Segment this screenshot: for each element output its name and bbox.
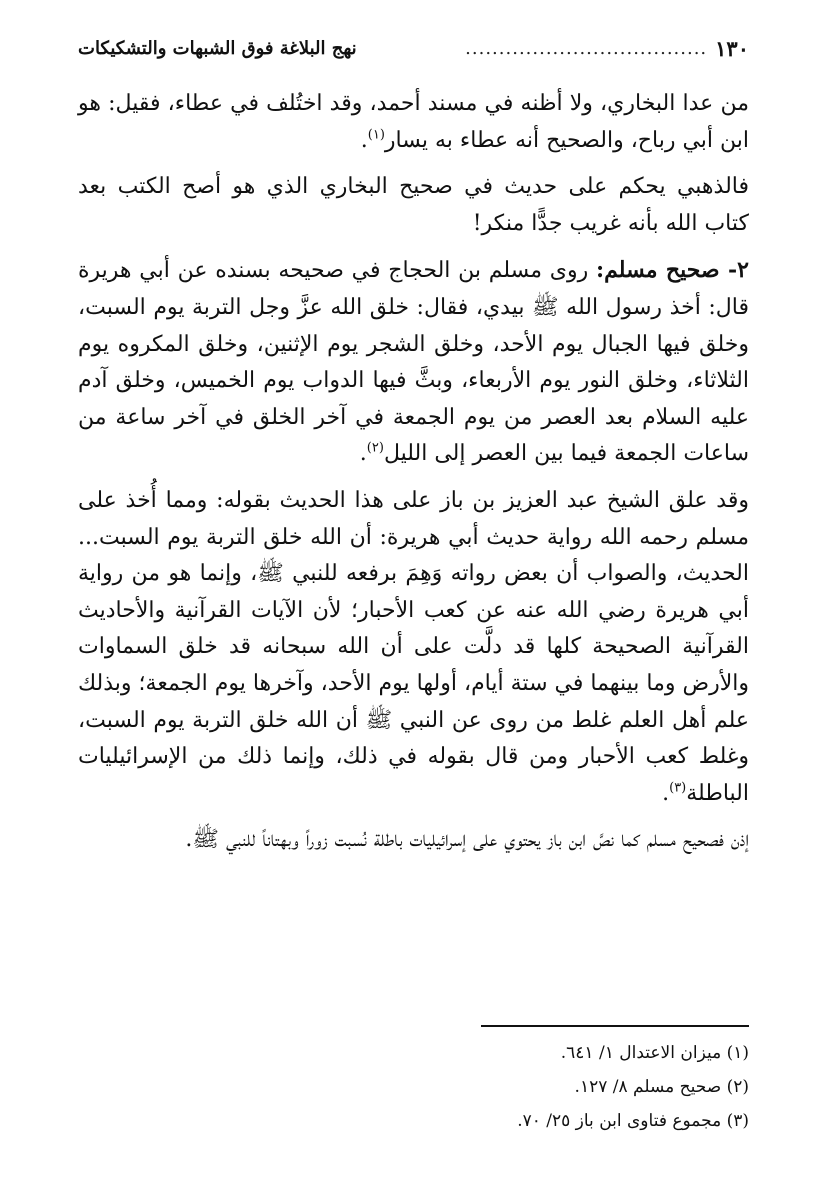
footnote-1: (١) ميزان الاعتدال ١/ ٦٤١. [560, 1043, 749, 1063]
paragraph-tail: . [360, 127, 368, 153]
paragraph-text: فالذهبي يحكم على حديث في صحيح البخاري الذي هو أصح الكتب بعد كتاب الله بأنه غريب جدًّا منكر! [78, 174, 749, 236]
footnote-ref-2[interactable]: (٢) [366, 441, 384, 457]
footnote-ref-1[interactable]: (١) [367, 127, 385, 143]
paragraph-2 [78, 169, 749, 242]
paragraph-tail: . [662, 780, 670, 806]
book-title: نهج البلاغة فوق الشبهات والتشكيكات [78, 37, 357, 59]
paragraph-5 [78, 822, 749, 859]
header-leader-dots: .................................... [465, 37, 708, 59]
paragraph-3 [78, 252, 749, 473]
footnote-3: (٣) مجموع فتاوى ابن باز ٢٥/ ٧٠. [517, 1111, 749, 1131]
footnote-separator [481, 1025, 749, 1027]
footnote-2: (٢) صحيح مسلم ٨/ ١٢٧. [574, 1077, 749, 1097]
paragraph-4 [78, 483, 749, 812]
paragraph-text: وقد علق الشيخ عبد العزيز بن باز على هذا الحديث بقوله: ومما أُخذ على مسلم رحمه الله رواية حديث أبي هريرة: أن الله خلق التربة يوم السبت... الحديث، والصواب أن بعض رواته وَهِمَ برفعه للنبي ﷺ، وإنما هو من رواية أبي هريرة رضي الله عنه عن كعب الأحبار؛ لأن الآيات القرآنية والأحاديث القرآنية الصحيحة كلها قد دلَّت على أن الله سبحانه قد خلق السماوات والأرض وما بينهما في ستة أيام، أولها يوم الأحد، وآخرها يوم الجمعة؛ وبذلك علم أهل العلم غلط من روى عن النبي ﷺ أن الله خلق التربة يوم السبت، وغلط كعب الأحبار ومن قال بقوله في ذلك، وإنما ذلك من الإسرائيليات الباطلة [78, 487, 749, 806]
paragraph-text: إذن فصحيح مسلم كما نصَّ ابن باز يحتوي على إسرائيليات باطلة نُسبت زوراً وبهتاناً للنبي ﷺ. [185, 827, 749, 853]
paragraph-text: روى مسلم بن الحجاج في صحيحه بسنده عن أبي هريرة قال: أخذ رسول الله ﷺ بيدي، فقال: خلق الله عزَّ وجل التربة يوم السبت، وخلق فيها الجبال يوم الأحد، وخلق الشجر يوم الإثنين، وخلق المكروه يوم الثلاثاء، وخلق النور يوم الأربعاء، وبثَّ فيها الدواب يوم الخميس، وخلق آدم عليه السلام بعد العصر من يوم الجمعة في آخر الخلق في آخر ساعة من ساعات الجمعة فيما بين العصر إلى الليل [78, 258, 749, 467]
paragraph-tail: . [359, 441, 367, 467]
paragraph-1 [78, 86, 749, 159]
paragraph-text: من عدا البخاري، ولا أظنه في مسند أحمد، وقد اختُلف في عطاء، فقيل: هو ابن أبي رباح، والصحيح أنه عطاء به يسار [78, 91, 749, 153]
main-text [78, 86, 749, 869]
footnotes [78, 1036, 749, 1138]
section-lead: ٢- صحيح مسلم: [596, 257, 749, 284]
footnote-ref-3[interactable]: (٣) [669, 780, 687, 796]
page-number: ١٣٠ [715, 35, 749, 61]
running-header [78, 30, 749, 66]
